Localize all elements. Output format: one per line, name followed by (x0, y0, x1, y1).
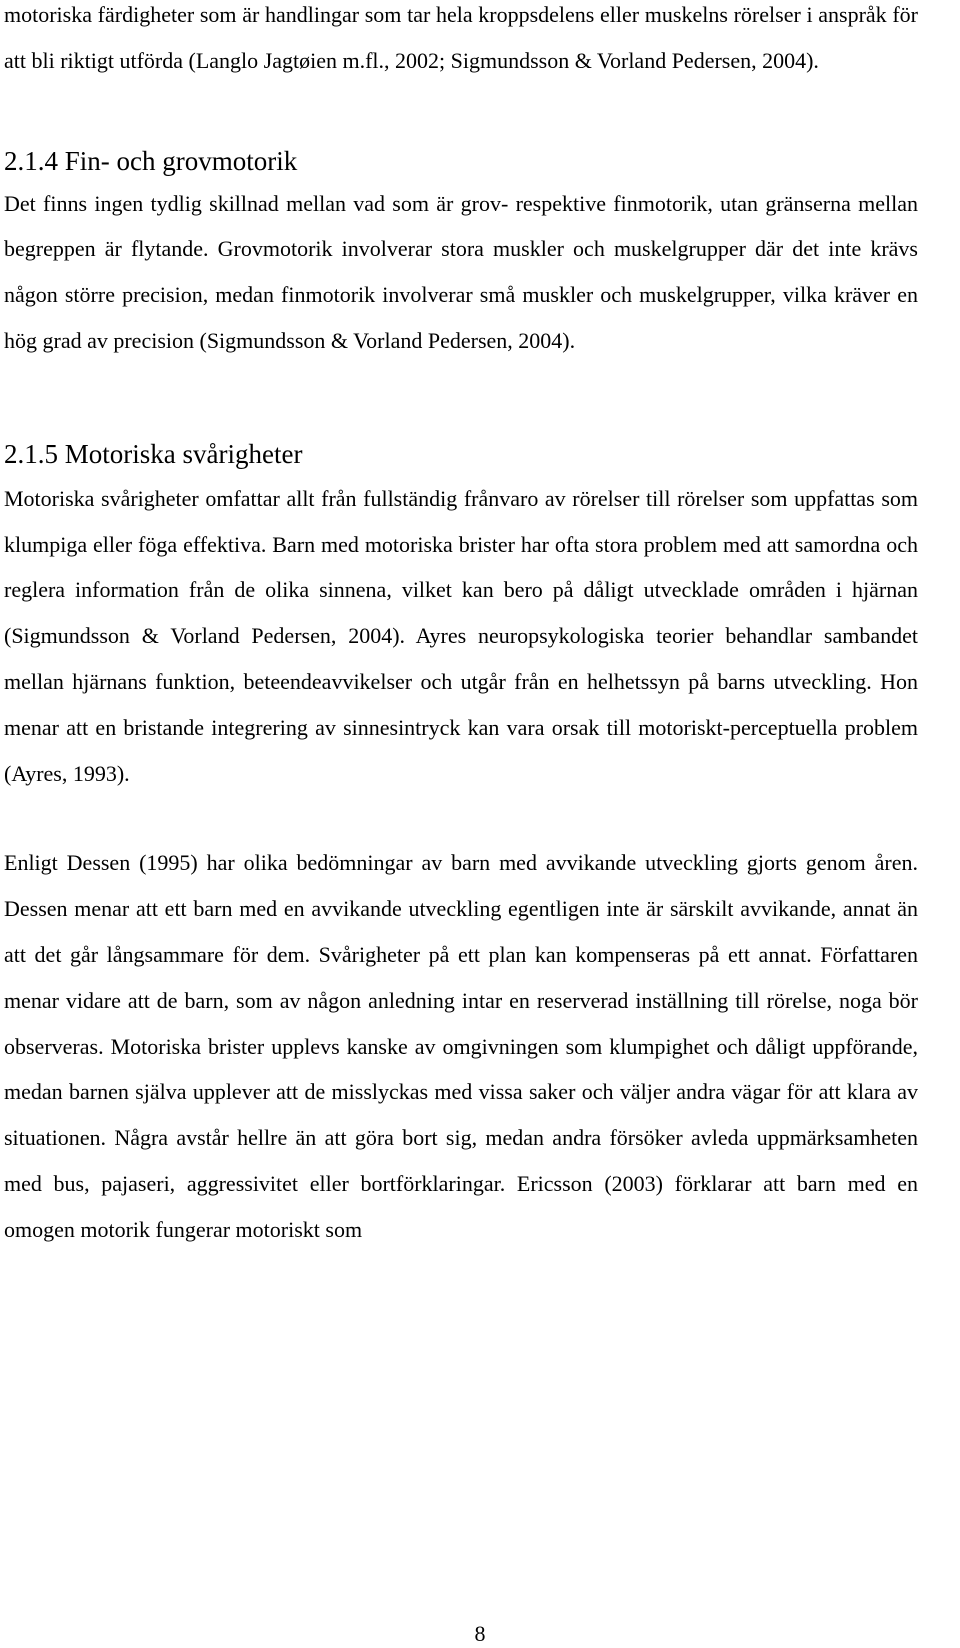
section-heading-fin-grovmotorik: 2.1.4 Fin- och grovmotorik (4, 145, 298, 176)
page-number: 8 (474, 1621, 486, 1646)
paragraph-dessen: Enligt Dessen (1995) har olika bedömningar av barn med avvikande utveckling gjorts genom åren. Dessen menar att ett barn med en avvikande utveckling egentligen inte är särskilt avvikande, annat än att det går långsammare för dem. Svårigheter på ett plan kan kompenseras på ett annat. Författaren menar vidare att de barn, som av någon anledning intar en reserverad inställning till rörelse, noga bör observeras. Motoriska brister upplevs kanske av omgivningen som klumpighet och dåligt uppförande, medan barnen själva upplever att de misslyckas med vissa saker och väljer andra vägar för att klara av situationen. Några avstår hellre än att göra bort sig, medan andra försöker avleda uppmärksamheten med bus, pajaseri, aggressivitet eller bortförklaringar. Ericsson (2003) förklarar att barn med en omogen motorik fungerar motoriskt som (4, 850, 918, 1242)
paragraph-motoriska-svarigheter: Motoriska svårigheter omfattar allt från fullständig frånvaro av rörelser till rörelser som uppfattas som klumpiga eller föga effektiva. Barn med motoriska brister har ofta stora problem med att samordna och reglera information från de olika sinnena, vilket kan bero på dåligt utvecklade områden i hjärnan (Sigmundsson & Vorland Pedersen, 2004). Ayres neuropsykologiska teorier behandlar sambandet mellan hjärnans funktion, beteendeavvikelser och utgår från en helhetssyn på barns utveckling. Hon menar att en bristande integrering av sinnesintryck kan vara orsak till motoriskt-perceptuella problem (Ayres, 1993). (4, 485, 918, 786)
intro-paragraph: motoriska färdigheter som är handlingar som tar hela kroppsdelens eller muskelns rörelser i anspråk för att bli riktigt utförda (Langlo Jagtøien m.fl., 2002; Sigmundsson & Vorland Pedersen, 2004). (4, 2, 918, 73)
document-body (4, 0, 918, 1253)
section-heading-motoriska-svarigheter: 2.1.5 Motoriska svårigheter (4, 438, 303, 469)
paragraph-fin-grovmotorik: Det finns ingen tydlig skillnad mellan vad som är grov- respektive finmotorik, utan gränserna mellan begreppen är flytande. Grovmotorik involverar stora muskler och muskelgrupper där det inte krävs någon större precision, medan finmotorik involverar små muskler och muskelgrupper, vilka kräver en hög grad av precision (Sigmundsson & Vorland Pedersen, 2004). (4, 190, 918, 353)
